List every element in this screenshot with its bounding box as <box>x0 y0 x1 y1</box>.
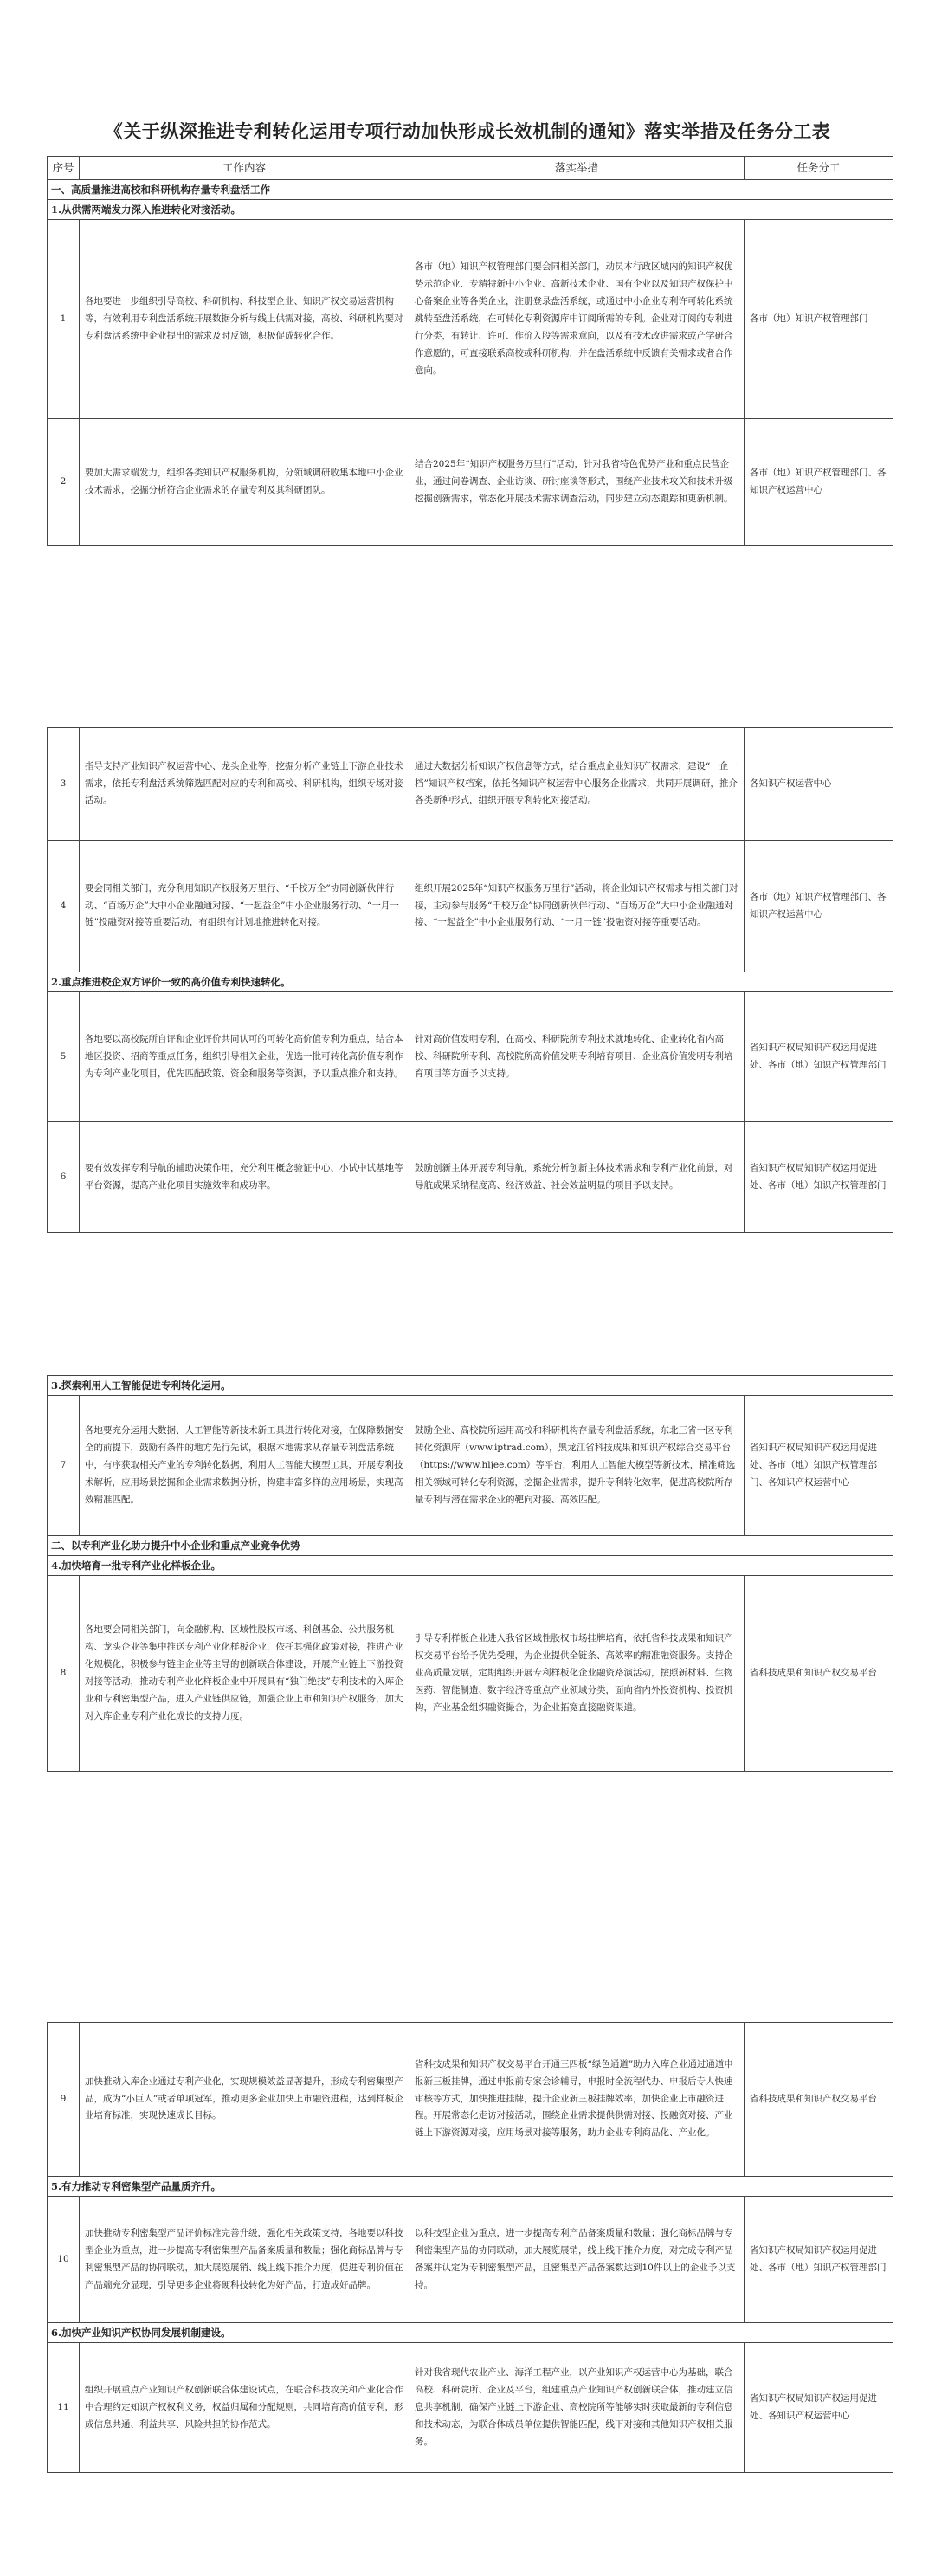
row-measures: 以科技型企业为重点，进一步提高专利产品备案质量和数量；强化商标品牌与专利密集型产品的协同联动，加大展览展销，线上线下推介力度，对完成专利产品备案并认定为专利密集型产品，且密集型产品备案数达到10件以上的企业予以支持。 <box>409 2197 745 2323</box>
header-division: 任务分工 <box>745 157 893 180</box>
row-division: 省科技成果和知识产权交易平台 <box>745 2023 893 2177</box>
subsection-heading: 2.重点推进校企双方评价一致的高价值专利快速转化。 <box>48 972 893 992</box>
row-number: 9 <box>48 2023 80 2177</box>
row-division: 各市（地）知识产权管理部门、各知识产权运营中心 <box>745 419 893 546</box>
table-row <box>48 2343 893 2473</box>
row-division: 各知识产权运营中心 <box>745 728 893 841</box>
header-content: 工作内容 <box>80 157 409 180</box>
row-content: 要会同相关部门，充分利用知识产权服务万里行、“千校万企”协同创新伙伴行动、“百场万企”大中小企业融通对接、“一起益企”中小企业服务行动、“一月一链”投融资对接等重要活动，有组织有计划地推进转化对接。 <box>80 841 409 972</box>
row-measures: 引导专利样板企业进入我省区域性股权市场挂牌培育，依托省科技成果和知识产权交易平台给予优先受理，为企业提供全链条、高效率的精准融资服务。支持企业高质量发展，定期组织开展专利样板化企业融资路演活动，按照新材料、生物医药、智能制造、数字经济等重点产业领域分类，面向省内外投资机构、投资机构，产业基金组织融资撮合，为企业拓宽直接融资渠道。 <box>409 1576 745 1772</box>
row-number: 4 <box>48 841 80 972</box>
table-row <box>48 1122 893 1233</box>
row-division: 省知识产权局知识产权运用促进处、各市（地）知识产权管理部门、各知识产权运营中心 <box>745 1396 893 1536</box>
row-content: 各地要充分运用大数据、人工智能等新技术新工具进行转化对接，在保障数据安全的前提下，鼓励有条件的地方先行先试，根据本地需求从存量专利盘活系统中，有序获取相关产业的专利转化数据，利用人工智能大模型工具，开展专利技术解析，应用场景挖掘和企业需求数据分析，构建丰富多样的应用场景，实现高效精准匹配。 <box>80 1396 409 1536</box>
document-title: 《关于纵深推进专利转化运用专项行动加快形成长效机制的通知》落实举措及任务分工表 <box>104 120 831 142</box>
section-heading: 一、高质量推进高校和科研机构存量专利盘活工作 <box>48 180 893 200</box>
subsection-heading: 4.加快培育一批专利产业化样板企业。 <box>48 1556 893 1576</box>
row-number: 8 <box>48 1576 80 1772</box>
subsection-heading: 6.加快产业知识产权协同发展机制建设。 <box>48 2323 893 2343</box>
row-measures: 针对高价值发明专利，在高校、科研院所专利技术就地转化、企业转化省内高校、科研院所专利、高校院所高价值发明专利培育项目、企业高价值发明专利培育项目等方面予以支持。 <box>409 992 745 1122</box>
table-row <box>48 841 893 972</box>
row-division: 各市（地）知识产权管理部门 <box>745 220 893 419</box>
row-number: 2 <box>48 419 80 546</box>
header-measures: 落实举措 <box>409 157 745 180</box>
table-row <box>48 419 893 546</box>
table-row <box>48 1576 893 1772</box>
row-measures: 鼓励企业、高校院所运用高校和科研机构存量专利盘活系统，东北三省一区专利转化资源库（www.iptrad.com），黑龙江省科技成果和知识产权综合交易平台（https://www.hljee.com）等平台，利用人工智能大模型等新技术，精准筛选相关领域可转化专利资源，挖掘企业需求，提升专利转化效率，促进高校院所存量专利与潜在需求企业的靶向对接、高效匹配。 <box>409 1396 745 1536</box>
row-division: 各市（地）知识产权管理部门、各知识产权运营中心 <box>745 841 893 972</box>
row-division: 省科技成果和知识产权交易平台 <box>745 1576 893 1772</box>
table-segment-1 <box>47 156 893 546</box>
row-number: 1 <box>48 220 80 419</box>
row-number: 3 <box>48 728 80 841</box>
table-row <box>48 220 893 419</box>
row-number: 5 <box>48 992 80 1122</box>
row-measures: 各市（地）知识产权管理部门要会同相关部门，动员本行政区域内的知识产权优势示范企业、专精特新中小企业、高新技术企业、国有企业以及知识产权保护中心备案企业等各类企业，注册登录盘活系统，或通过中小企业专利许可转化系统跳转至盘活系统，在可转化专利资源库中订阅所需的专利。企业对订阅的专利进行分类，有转让、许可、作价入股等需求意向，以及有技术改进需求或产学研合作意愿的，可直接联系高校或科研机构，并在盘活系统中反馈有关需求或者合作意向。 <box>409 220 745 419</box>
row-number: 6 <box>48 1122 80 1233</box>
row-measures: 组织开展2025年“知识产权服务万里行”活动，将企业知识产权需求与相关部门对接，主动参与服务“千校万企”协同创新伙伴行动、“百场万企”大中小企业融通对接、“一起益企”中小企业服务行动、“一月一链”投融资对接等重要活动。 <box>409 841 745 972</box>
header-row <box>48 157 893 180</box>
table-segment-3 <box>47 1375 893 1772</box>
row-measures: 省科技成果和知识产权交易平台开通三四板“绿色通道”助力入库企业通过通道申报新三板挂牌，通过申报前专家会诊辅导，申报时全流程代办、申报后专人快速审核等方式，加快推进挂牌，提升企业新三板挂牌效率，加快企业上市融资进程。开展常态化走访对接活动，围绕企业需求提供供需对接、投融资对接、产业链上下游资源对接，应用场景对接等服务，助力企业专利商品化、产业化。 <box>409 2023 745 2177</box>
row-content: 加快推动入库企业通过专利产业化，实现规模效益显著提升，形成专利密集型产品，成为“小巨人”或者单项冠军，推动更多企业加快上市融资进程，达到样板企业培育标准，实现快速成长目标。 <box>80 2023 409 2177</box>
row-measures: 鼓励创新主体开展专利导航，系统分析创新主体技术需求和专利产业化前景，对导航成果采纳程度高、经济效益、社会效益明显的项目予以支持。 <box>409 1122 745 1233</box>
subsection-heading: 5.有力推动专利密集型产品量质齐升。 <box>48 2177 893 2197</box>
row-content: 加快推动专利密集型产品评价标准完善升级，强化相关政策支持，各地要以科技型企业为重点，进一步提高专利密集型产品备案质量和数量；强化商标品牌与专利密集型产品的协同联动，加大展览展销、线上线下推介力度，促进专利价值在产品端充分显现，引导更多企业将硬科技转化为好产品，打造成好品牌。 <box>80 2197 409 2323</box>
row-division: 省知识产权局知识产权运用促进处、各市（地）知识产权管理部门 <box>745 1122 893 1233</box>
subsection-heading: 3.探索利用人工智能促进专利转化运用。 <box>48 1376 893 1396</box>
row-number: 10 <box>48 2197 80 2323</box>
table-row <box>48 2197 893 2323</box>
row-measures: 通过大数据分析知识产权信息等方式，结合重点企业知识产权需求，建设“一企一档”知识产权档案，依托各知识产权运营中心服务企业需求，共同开展调研，推介各类新种形式，组织开展专利转化对接活动。 <box>409 728 745 841</box>
task-table <box>47 727 893 1233</box>
header-num: 序号 <box>48 157 80 180</box>
row-measures: 结合2025年“知识产权服务万里行”活动，针对我省特色优势产业和重点民营企业，通过问卷调查、企业访谈、研讨座谈等形式，围绕产业技术攻关和技术升级挖掘创新需求，常态化开展技术需求调查活动，同步建立动态跟踪和更新机制。 <box>409 419 745 546</box>
table-row <box>48 728 893 841</box>
row-content: 要有效发挥专利导航的辅助决策作用，充分利用概念验证中心、小试中试基地等平台资源，提高产业化项目实施效率和成功率。 <box>80 1122 409 1233</box>
table-segment-2 <box>47 727 893 1233</box>
subsection-heading: 1.从供需两端发力深入推进转化对接活动。 <box>48 200 893 220</box>
row-content: 各地要进一步组织引导高校、科研机构、科技型企业、知识产权交易运营机构等，有效利用专利盘活系统开展数据分析与线上供需对接，高校、科研机构要对专利盘活系统中企业提出的需求及时反馈，积极促成转化合作。 <box>80 220 409 419</box>
row-division: 省知识产权局知识产权运用促进处、各知识产权运营中心 <box>745 2343 893 2473</box>
table-row <box>48 992 893 1122</box>
task-table <box>47 156 893 546</box>
row-division: 省知识产权局知识产权运用促进处、各市（地）知识产权管理部门 <box>745 992 893 1122</box>
row-number: 11 <box>48 2343 80 2473</box>
section-heading: 二、以专利产业化助力提升中小企业和重点产业竞争优势 <box>48 1536 893 1556</box>
row-content: 各地要会同相关部门，向金融机构、区域性股权市场、科创基金、公共服务机构、龙头企业等集中推送专利产业化样板企业，依托其强化政策对接，推进产业化规模化，积极参与链主企业等主导的创新联合体建设，开展产业链上下游投资对接等活动，推动专利产业化样板企业中开展具有“独门绝技”专利技术的入库企业和专利密集型产品，进入产业链供应链，加强企业上市和知识产权服务，加大对入库企业专利产业化成长的支持力度。 <box>80 1576 409 1772</box>
row-content: 要加大需求端发力，组织各类知识产权服务机构，分领域调研收集本地中小企业技术需求，挖掘分析符合企业需求的存量专利及其科研团队。 <box>80 419 409 546</box>
task-table <box>47 1375 893 1772</box>
task-table <box>47 2022 893 2473</box>
row-content: 组织开展重点产业知识产权创新联合体建设试点，在联合科技攻关和产业化合作中合理约定知识产权权利义务，权益归属和分配规则，共同培育高价值专利，形成信息共通、利益共享、风险共担的协作范式。 <box>80 2343 409 2473</box>
row-content: 指导支持产业知识产权运营中心、龙头企业等，挖掘分析产业链上下游企业技术需求，依托专利盘活系统筛选匹配对应的专利和高校、科研机构，组织专场对接活动。 <box>80 728 409 841</box>
table-segment-4 <box>47 2022 893 2473</box>
row-division: 省知识产权局知识产权运用促进处、各市（地）知识产权管理部门 <box>745 2197 893 2323</box>
row-content: 各地要以高校院所自评和企业评价共同认可的可转化高价值专利为重点，结合本地区投资、招商等重点任务，组织引导相关企业，优选一批可转化高价值专利作为专利产业化项目，优先匹配政策、资金和服务等资源，予以重点推介和支持。 <box>80 992 409 1122</box>
table-row <box>48 1396 893 1536</box>
row-number: 7 <box>48 1396 80 1536</box>
table-row <box>48 2023 893 2177</box>
row-measures: 针对我省现代农业产业、海洋工程产业，以产业知识产权运营中心为基础，联合高校、科研院所、企业及平台，组建重点产业知识产权创新联合体，推动建立信息共享机制，确保产业链上下游企业、高校院所等能够实时获取最新的专利信息和技术动态，为联合体成员单位提供智能匹配，线下对接和其他知识产权相关服务。 <box>409 2343 745 2473</box>
